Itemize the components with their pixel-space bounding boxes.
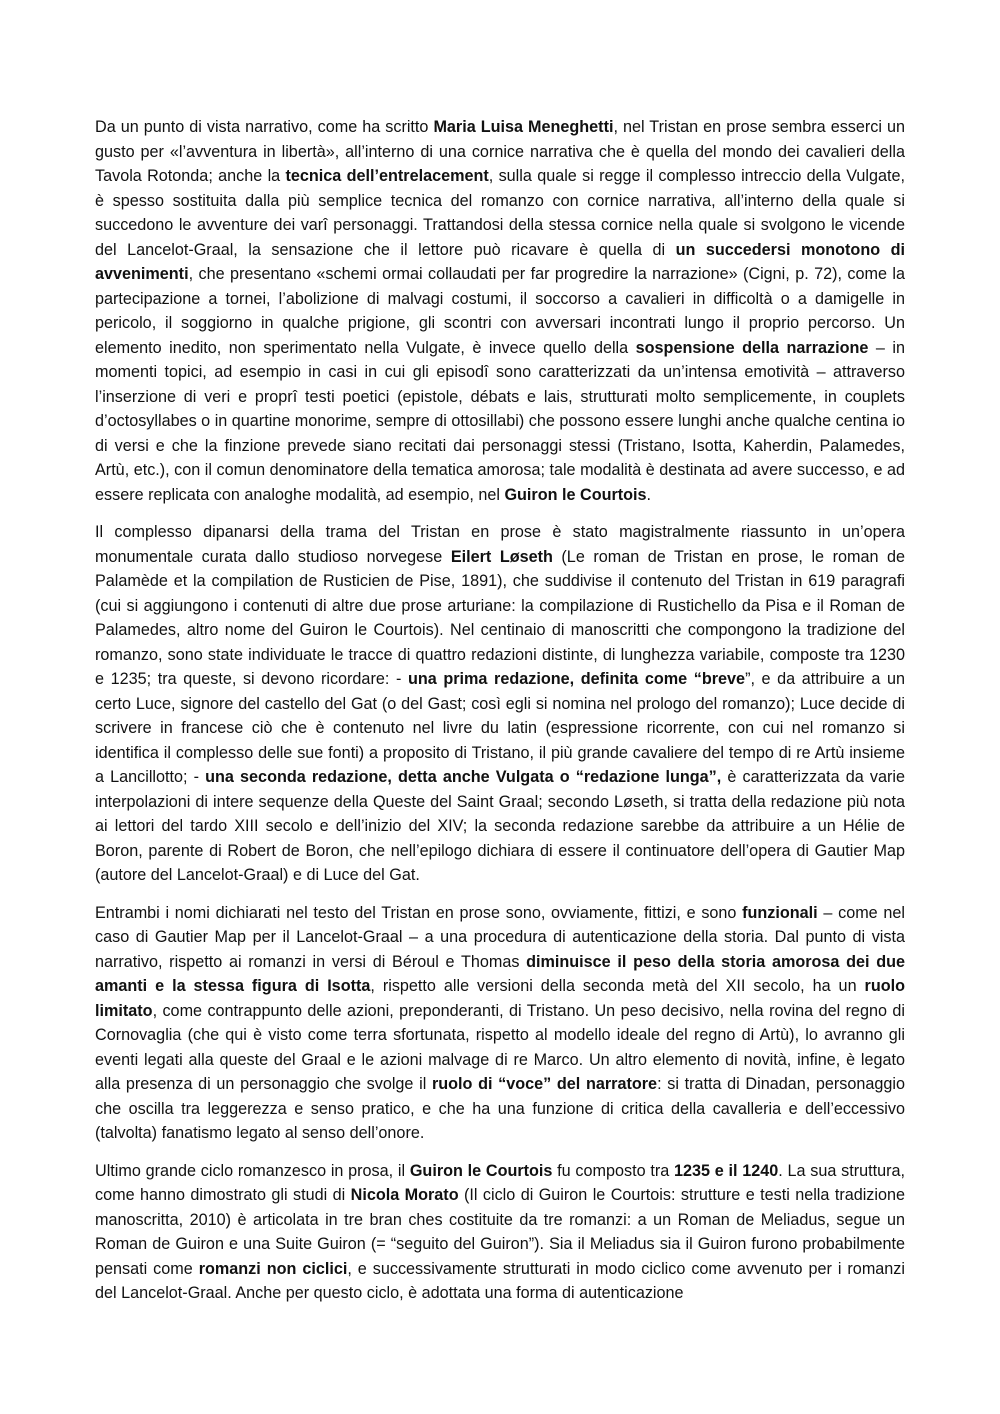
bold-phrase: ruolo limitato — [95, 977, 905, 1020]
text-segment: Ultimo grande ciclo romanzesco in prosa, il — [95, 1161, 410, 1180]
text-segment: , nel Tristan en prose sembra esserci un gusto per «l’avventura in libertà», all’interno di una cornice narrativa che è quella del mondo dei cavalieri della Tavola Rotonda; anche la — [95, 118, 905, 185]
bold-phrase: un succedersi monotono di avvenimenti — [95, 240, 905, 283]
bold-phrase: Maria Luisa Meneghetti — [433, 118, 614, 136]
document-page — [95, 115, 905, 1306]
bold-phrase: tecnica dell’entrelacement — [285, 167, 489, 185]
paragraph-2 — [95, 520, 905, 888]
bold-phrase: una seconda redazione, detta anche Vulgata o “redazione lunga”, — [205, 768, 722, 786]
paragraph-4 — [95, 1159, 905, 1306]
text-segment: , sulla quale si regge il complesso intreccio della Vulgate, è spesso sostituita dalla più semplice tecnica del romanzo con cornice narrativa, all’interno della quale si succedono le avventure dei varî personaggi. Trattandosi della stessa cornice nella quale si svolgono le vicende del Lancelot-Graal, la sensazione che il lettore può ricavare è quella di — [95, 167, 906, 259]
bold-phrase: sospensione della narrazione — [635, 338, 869, 357]
bold-phrase: Nicola Morato — [350, 1186, 459, 1204]
text-segment: Entrambi i nomi dichiarati nel testo del Tristan en prose sono, ovviamente, fittizi, e sono — [95, 903, 743, 922]
text-segment: è caratterizzata da varie interpolazioni di intere sequenze della Queste del Saint Graal; secondo Løseth, si tratta della redazione più nota ai lettori del tardo XIII secolo e dell’inizio del XIV; la seconda redazione sarebbe da attribuire a un Hélie de Boron, parente di Robert de Boron, che nell’epilogo dichiara di essere il continuatore dell’opera di Gautier Map (autore del Lancelot-Graal) e di Luce del Gat. — [95, 768, 906, 884]
bold-phrase: 1235 e il 1240 — [674, 1161, 779, 1180]
text-segment: , che presentano «schemi ormai collaudati per far progredire la narrazione» (Cigni, p. 72), come la partecipazione a tornei, l’abolizione di malvagi costumi, il soccorso a cavalieri in difficoltà o a damigelle in pericolo, il soggiorno in qualche prigione, gli scontri con avversari incontrati lungo il proprio percorso. Un elemento inedito, non sperimentato nella Vulgate, è invece quello della — [95, 265, 905, 357]
bold-phrase: diminuisce il peso della storia amorosa dei due amanti e la stessa figura di Isotta — [95, 952, 905, 995]
bold-phrase: funzionali — [742, 903, 818, 922]
text-segment: fu composto tra — [552, 1161, 675, 1180]
text-segment: , rispetto alle versioni della seconda metà del XII secolo, ha un — [370, 977, 865, 995]
bold-phrase: una prima redazione, definita come “breve — [407, 670, 746, 688]
text-segment: ”, e da attribuire a un certo Luce, signore del castello del Gat (o del Gast; così egli si nomina nel prologo del romanzo); Luce decide di scrivere in francese ciò che è contenuto nel livre du latin (espressione ricorrente, con cui nel romanzo si identifica il complesso delle sue fonti) a proposito di Tristano, il più grande cavaliere del tempo di re Artù insieme a Lancillotto; - — [95, 670, 905, 786]
text-segment: : si tratta di Dinadan, personaggio che oscilla tra leggerezza e senso pratico, e che ha una funzione di critica della cavalleria e dell’eccessivo (talvolta) fanatismo legato al senso dell’onore. — [95, 1075, 906, 1142]
paragraph-3 — [95, 901, 905, 1146]
text-segment: , e successivamente strutturati in modo ciclico come avvenuto per i romanzi del Lancelot-Graal. Anche per questo ciclo, è adottata una forma di autenticazione — [95, 1259, 905, 1302]
text-segment: – come nel caso di Gautier Map per il Lancelot-Graal – a una procedura di autenticazione della storia. Dal punto di vista narrativo, rispetto ai romanzi in versi di Béroul e Thomas — [95, 903, 905, 971]
text-segment: Il complesso dipanarsi della trama del Tristan en prose è stato magistralmente riassunto in un’opera monumentale curata dallo studioso norvegese — [95, 523, 905, 566]
text-segment: , come contrappunto delle azioni, preponderanti, di Tristano. Un peso decisivo, nella rovina del regno di Cornovaglia (che qui è visto come terra sfortunata, rispetto al modello ideale del regno di Artù), lo avranno gli eventi legati alla queste del Graal e le azioni malvage di re Marco. Un altro elemento di novità, infine, è legato alla presenza di un personaggio che svolge il — [95, 1001, 905, 1093]
text-segment: . — [646, 485, 652, 504]
bold-phrase: Eilert Løseth — [450, 547, 553, 566]
bold-phrase: Guiron le Courtois — [504, 485, 647, 504]
bold-phrase: ruolo di “voce” del narratore — [431, 1075, 658, 1093]
text-segment: (Le roman de Tristan en prose, le roman de Palamède et la compilation de Rusticien de Pise, 1891), che suddivise il contenuto del Tristan in 619 paragrafi (cui si aggiungono i contenuti di altre due prose arturiane: la compilazione di Rustichello da Pisa e il Roman de Palamedes, altro nome del Guiron le Courtois). Nel centinaio di manoscritti che compongono la tradizione del romanzo, sono state individuate le tracce di quattro redazioni distinte, di lunghezza variabile, composte tra 1230 e 1235; tra queste, si devono ricordare: - — [95, 547, 905, 688]
text-segment: . La sua struttura, come hanno dimostrato gli studi di — [95, 1161, 906, 1204]
text-segment: (Il ciclo di Guiron le Courtois: strutture e testi nella tradizione manoscritta, 2010) è articolata in tre bran ches costituite da tre romanzi: a un Roman de Meliadus, segue un Roman de Guiron e una Suite Guiron (= “seguito del Guiron”). Sia il Meliadus sia il Guiron furono probabilmente pensati come — [95, 1186, 906, 1278]
bold-phrase: romanzi non ciclici — [198, 1259, 348, 1278]
text-segment: Da un punto di vista narrativo, come ha scritto — [95, 118, 434, 136]
bold-phrase: Guiron le Courtois — [409, 1161, 553, 1180]
paragraph-1 — [95, 115, 905, 507]
text-segment: – in momenti topici, ad esempio in casi in cui gli episodî sono caratterizzati da un’intensa emotività – attraverso l’inserzione di veri e proprî testi poetici (epistole, débats e lais, strutturati molto semplicemente, in couplets d’octosyllabes o in quartine monorime, sempre di ottosillabi) che possono essere lunghi anche qualche centina io di versi e che la finzione prevede siano recitati dai personaggi stessi (Tristano, Isotta, Kaherdin, Palamedes, Artù, etc.), con il comun denominatore della tematica amorosa; tale modalità è destinata ad avere successo, e ad essere replicata con analoghe modalità, ad esempio, nel — [95, 338, 905, 504]
